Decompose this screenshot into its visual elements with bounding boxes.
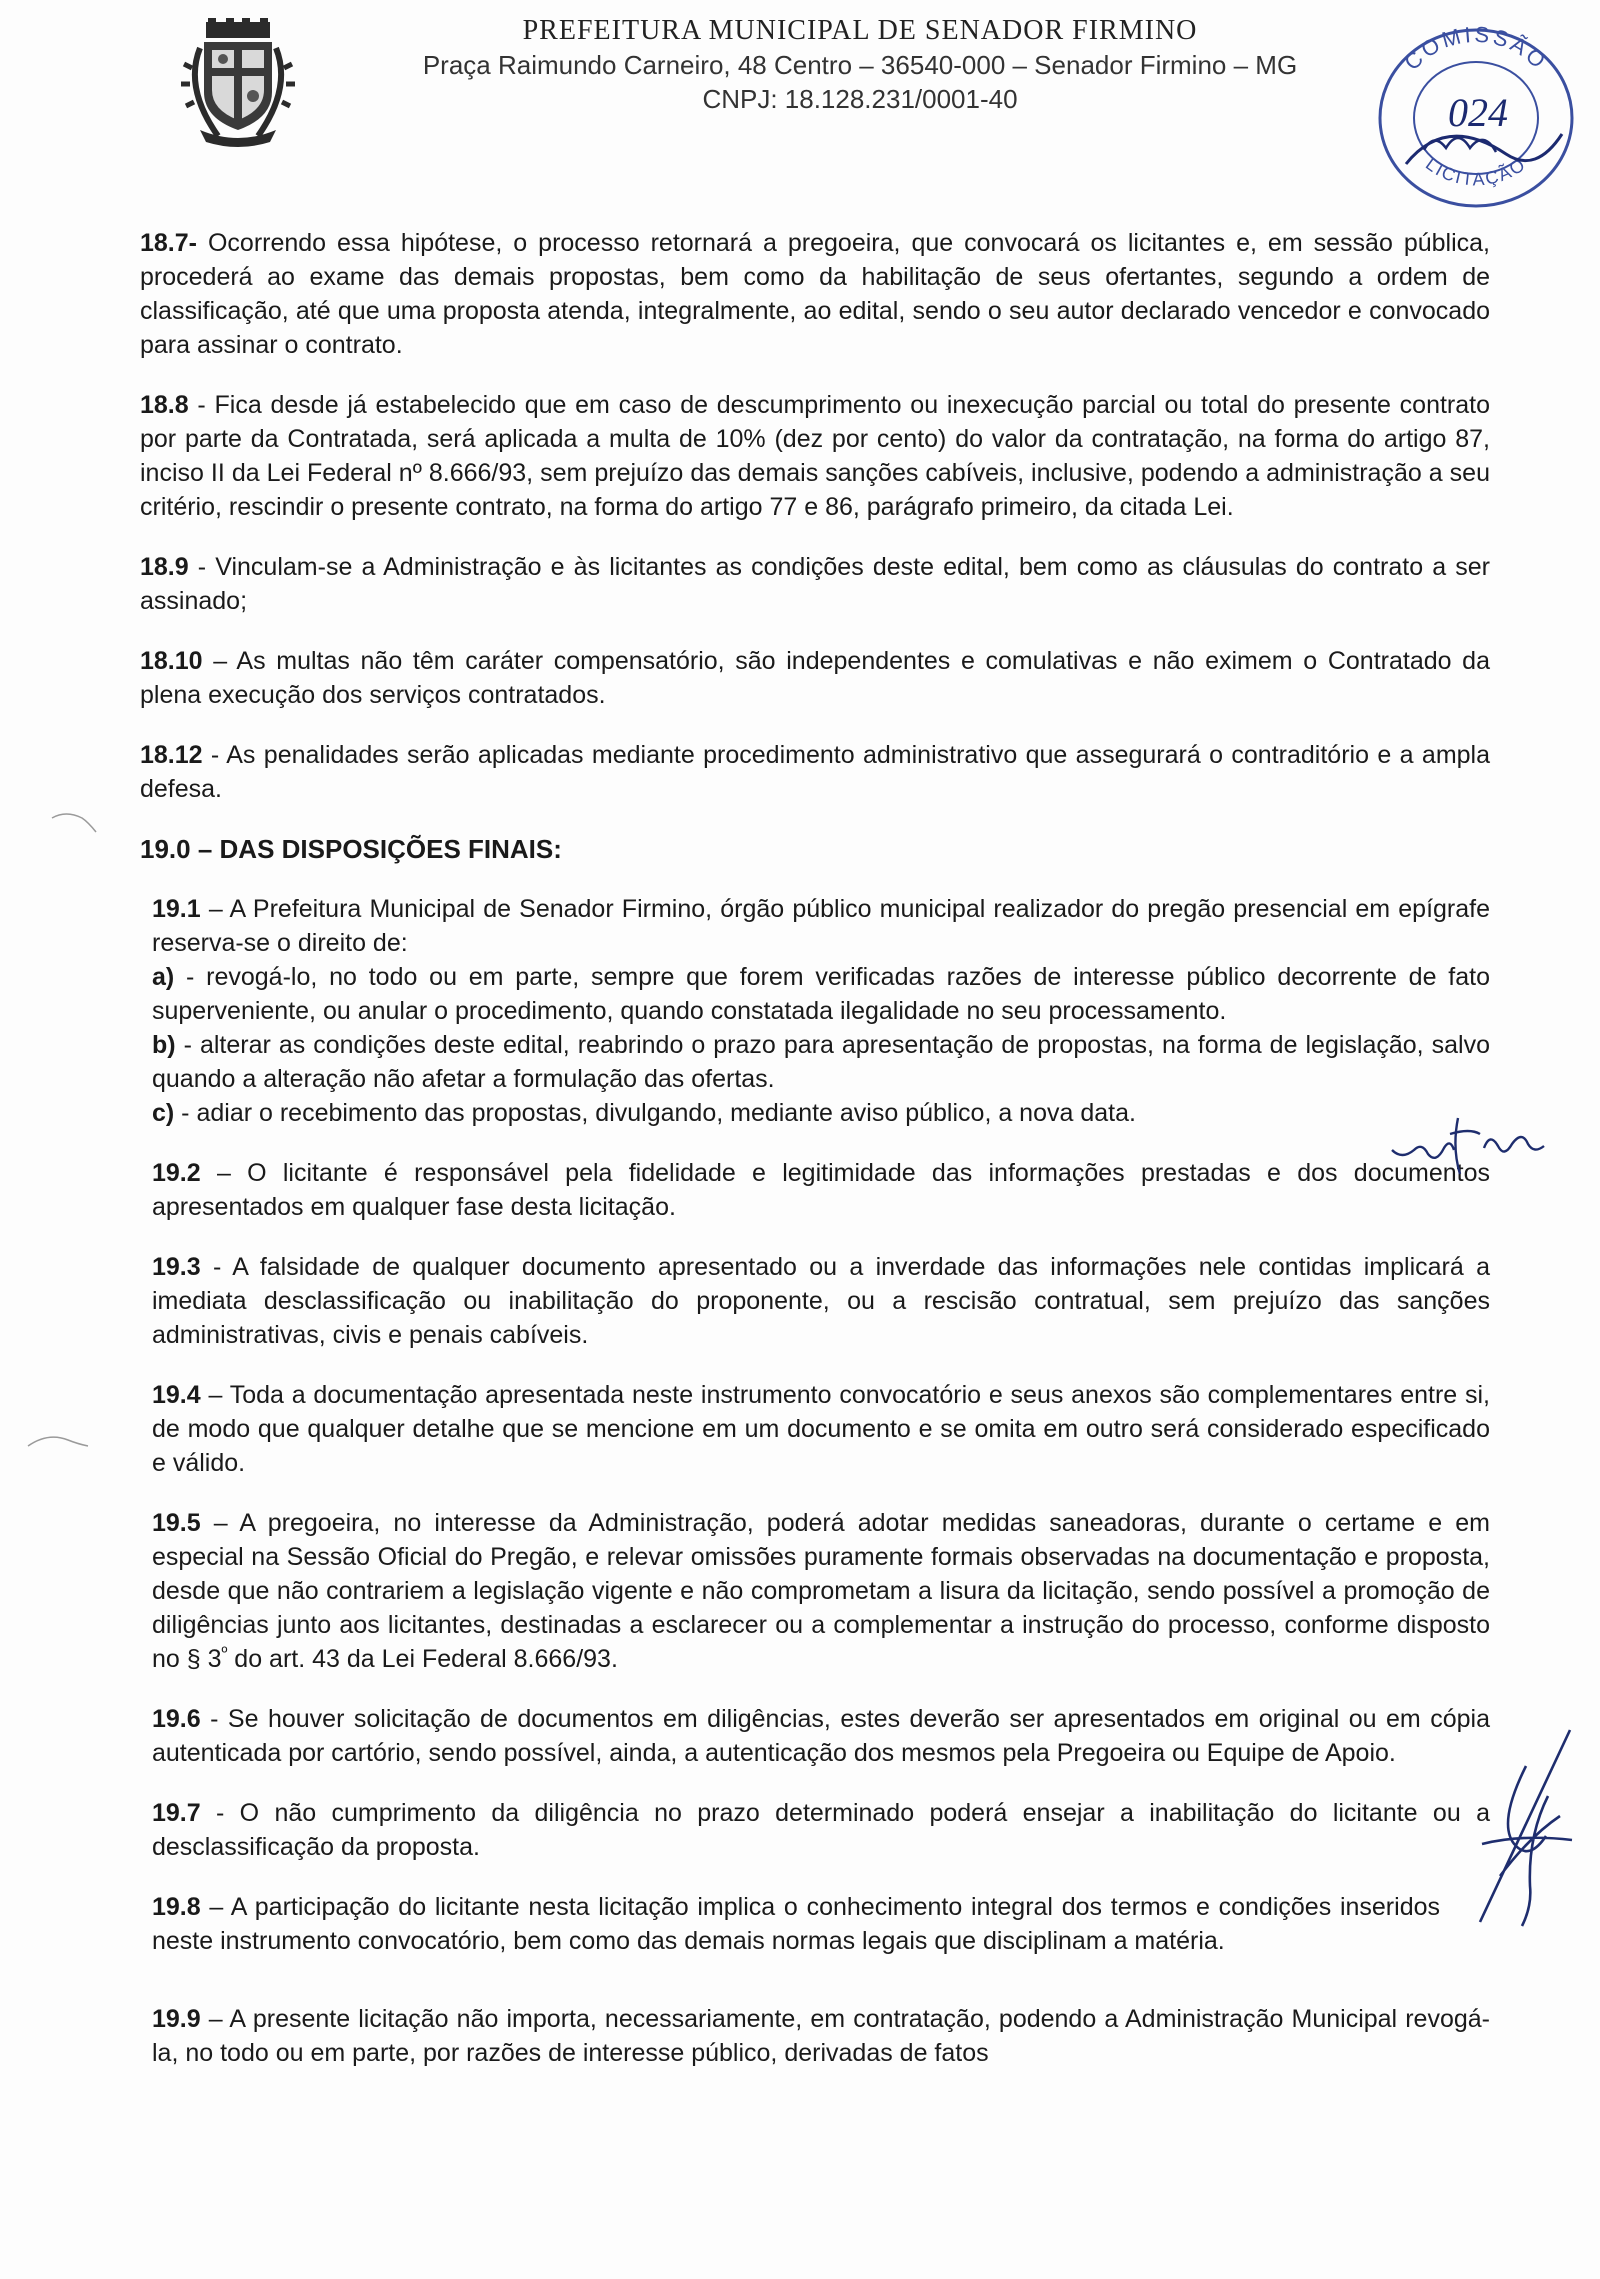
document-body xyxy=(140,226,1490,2096)
municipality-cnpj: CNPJ: 18.128.231/0001-40 xyxy=(702,84,1018,114)
section-heading-final-provisions: 19.0 – DAS DISPOSIÇÕES FINAIS: xyxy=(140,834,562,864)
commission-stamp-icon xyxy=(1366,14,1584,214)
margin-mark-icon xyxy=(50,808,100,838)
municipal-crest-icon xyxy=(178,18,298,148)
clause-18-9 xyxy=(140,550,1490,618)
clause-19-8 xyxy=(140,1890,1490,1958)
clause-19-1 xyxy=(140,892,1490,1130)
margin-mark-icon xyxy=(26,1428,90,1452)
clause-text: – Toda a documentação apresentada neste instrumento convocatório e seus anexos são complementares entre si, de modo que qualquer detalhe que se mencione em um documento e se omita em outro será considerado especificado e válido. xyxy=(152,1381,1490,1477)
clause-number: 19.4 xyxy=(152,1381,201,1409)
clause-number: 19.3 xyxy=(152,1253,201,1281)
clause-19-1-item-b xyxy=(152,1028,1490,1096)
clause-18-8 xyxy=(140,388,1490,524)
clause-number: 18.7- xyxy=(140,229,197,257)
clause-text: - Se houver solicitação de documentos em diligências, estes deverão ser apresentados em original ou em cópia autenticada por cartório, sendo possível, ainda, a autenticação dos mesmos pela Pregoeira ou Equipe de Apoio. xyxy=(152,1705,1490,1767)
clause-number: 19.6 xyxy=(152,1705,201,1733)
clause-19-9 xyxy=(140,2002,1490,2070)
letterhead xyxy=(360,14,1360,116)
clause-19-1-intro xyxy=(152,892,1490,960)
clause-number: 18.10 xyxy=(140,647,203,675)
stamp-top-text: COMISSÃO xyxy=(1399,21,1553,76)
clause-number: 19.1 xyxy=(152,895,201,923)
clause-number: 19.7 xyxy=(152,1799,201,1827)
clause-19-7 xyxy=(140,1796,1490,1864)
clause-19-6 xyxy=(140,1702,1490,1770)
clause-text: – A presente licitação não importa, necessariamente, em contratação, podendo a Administração Municipal revogá-la, no todo ou em parte, por razões de interesse público, derivadas de fatos xyxy=(152,2005,1490,2067)
svg-text:COMISSÃO xyxy=(1399,22,1552,75)
clause-number: 19.2 xyxy=(152,1159,201,1187)
clause-number: 18.8 xyxy=(140,391,189,419)
item-letter: a) xyxy=(152,963,175,991)
clause-18-7 xyxy=(140,226,1490,362)
clause-text: Ocorrendo essa hipótese, o processo retornará a pregoeira, que convocará os licitantes e, em sessão pública, procederá ao exame das demais propostas, bem como da habilitação de seus ofertantes, segundo a ordem de classificação, até que uma proposta atenda, integralmente, ao edital, sendo o seu autor declarado vencedor e convocado para assinar o contrato. xyxy=(140,229,1490,359)
handwritten-initials-icon xyxy=(1388,1108,1558,1178)
item-text: - alterar as condições deste edital, reabrindo o prazo para apresentação de propostas, na forma de legislação, salvo quando a alteração não afetar a formulação das ofertas. xyxy=(152,1031,1490,1093)
clause-text: - O não cumprimento da diligência no prazo determinado poderá ensejar a inabilitação do licitante ou a desclassificação da proposta. xyxy=(152,1799,1490,1861)
clause-number: 19.5 xyxy=(152,1509,201,1537)
clause-text: – As multas não têm caráter compensatório, são independentes e comulativas e não eximem o Contratado da plena execução dos serviços contratados. xyxy=(140,647,1490,709)
clause-number: 18.9 xyxy=(140,553,189,581)
clause-number: 19.9 xyxy=(152,2005,201,2033)
clause-text: - Fica desde já estabelecido que em caso de descumprimento ou inexecução parcial ou total do presente contrato por parte da Contratada, será aplicada a multa de 10% (dez por cento) do valor da contratação, na forma do artigo 87, inciso II da Lei Federal nº 8.666/93, sem prejuízo das demais sanções cabíveis, inclusive, podendo a administração a seu critério, rescindir o presente contrato, na forma do artigo 77 e 86, parágrafo primeiro, da citada Lei. xyxy=(140,391,1490,521)
clause-19-3 xyxy=(140,1250,1490,1352)
handwritten-signature-icon xyxy=(1452,1726,1582,1946)
stamp-bottom-text: LICITAÇÃO xyxy=(1422,153,1530,190)
clause-19-2 xyxy=(140,1156,1490,1224)
stamp-page-number: 024 xyxy=(1448,90,1508,135)
clause-text: – A participação do licitante nesta licitação implica o conhecimento integral dos termos e condições inseridos neste instrumento convocatório, bem como das demais normas legais que disciplinam a matéria. xyxy=(152,1893,1440,1955)
clause-text: - As penalidades serão aplicadas mediante procedimento administrativo que assegurará o contraditório e a ampla defesa. xyxy=(140,741,1490,803)
clause-19-4 xyxy=(140,1378,1490,1480)
municipality-title: PREFEITURA MUNICIPAL DE SENADOR FIRMINO xyxy=(522,15,1198,46)
clause-text-tail: do art. 43 da Lei Federal 8.666/93. xyxy=(227,1645,618,1673)
ordinal-superscript: º xyxy=(221,1644,228,1662)
clause-19-1-item-c xyxy=(152,1096,1490,1130)
item-text: - adiar o recebimento das propostas, divulgando, mediante aviso público, a nova data. xyxy=(174,1099,1136,1127)
municipality-address: Praça Raimundo Carneiro, 48 Centro – 36540-000 – Senador Firmino – MG xyxy=(422,50,1298,80)
clause-number: 18.12 xyxy=(140,741,203,769)
clause-text: - Vinculam-se a Administração e às licitantes as condições deste edital, bem como as cláusulas do contrato a ser assinado; xyxy=(140,553,1490,615)
clause-19-5 xyxy=(140,1506,1490,1676)
clause-text: - A falsidade de qualquer documento apresentado ou a inverdade das informações nele contidas implicará a imediata desclassificação ou inabilitação do proponente, ou a rescisão contratual, sem prejuízo das sanções administrativas, civis e penais cabíveis. xyxy=(152,1253,1490,1349)
clause-18-12 xyxy=(140,738,1490,806)
clause-19-1-item-a xyxy=(152,960,1490,1028)
item-text: - revogá-lo, no todo ou em parte, sempre que forem verificadas razões de interesse público decorrente de fato superveniente, ou anular o procedimento, quando constatada ilegalidade no seu processamento. xyxy=(152,963,1490,1025)
item-letter: b) xyxy=(152,1031,176,1059)
clause-text: – A pregoeira, no interesse da Administração, poderá adotar medidas saneadoras, durante o certame e em especial na Sessão Oficial do Pregão, e relevar omissões puramente formais observadas na documentação e proposta, desde que não contrariem a legislação vigente e não comprometam a lisura da licitação, sendo possível a promoção de diligências junto aos licitantes, destinadas a esclarecer ou a complementar a instrução do processo, conforme disposto no § 3 xyxy=(152,1509,1490,1673)
clause-text: – O licitante é responsável pela fidelidade e legitimidade das informações prestadas e dos documentos apresentados em qualquer fase desta licitação. xyxy=(152,1159,1490,1221)
clause-number: 19.8 xyxy=(152,1893,201,1921)
clause-18-10 xyxy=(140,644,1490,712)
item-letter: c) xyxy=(152,1099,175,1127)
clause-text: – A Prefeitura Municipal de Senador Firmino, órgão público municipal realizador do pregão presencial em epígrafe reserva-se o direito de: xyxy=(152,895,1490,957)
